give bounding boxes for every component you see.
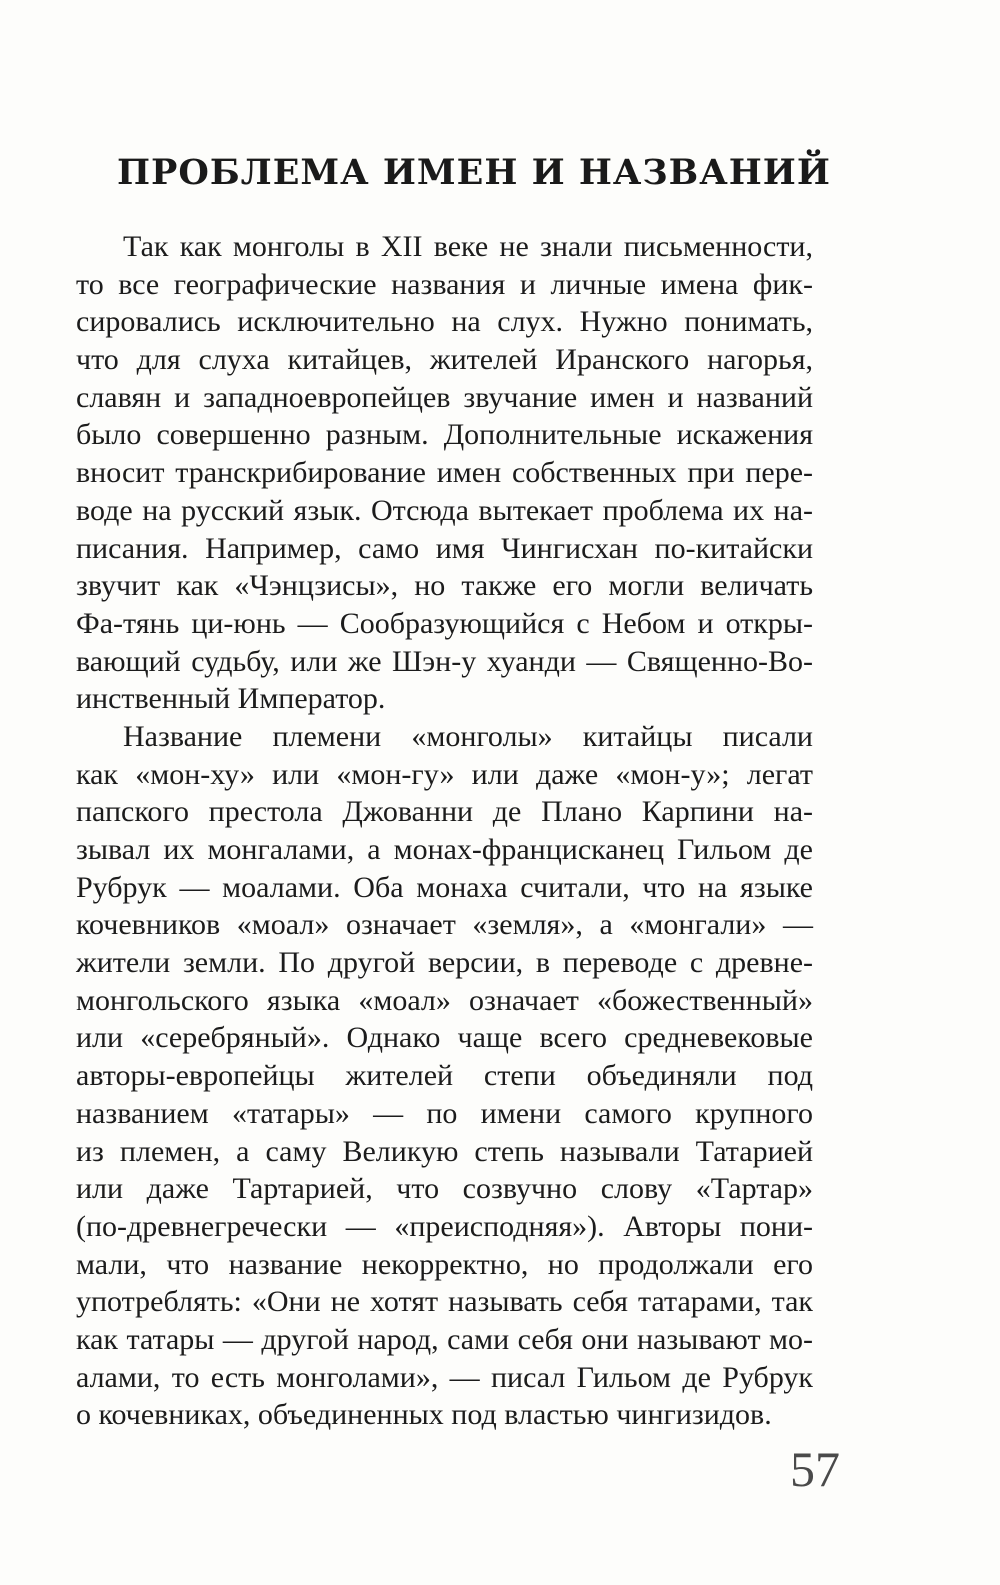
text-line: воде на русский язык. Отсюда вытекает проблема их на-: [76, 493, 813, 527]
text-line: Фа-тянь ци-юнь — Сообразующийся с Небом и откры-: [76, 606, 813, 640]
text-line: Так как монголы в XII веке не знали письменности,: [123, 230, 813, 263]
text-line: мали, что название некорректно, но продолжали его: [76, 1247, 813, 1281]
text-line: монгольского языка «моал» означает «божественный»: [76, 983, 813, 1017]
text-line: как татары — другой народ, сами себя они называют мо-: [76, 1322, 813, 1356]
text-line: кочевников «моал» означает «земля», а «монгали» —: [76, 908, 813, 942]
text-line: было совершенно разным. Дополнительные искажения: [76, 418, 813, 452]
text-line: как «мон-ху» или «мон-гу» или даже «мон-у»; легат: [76, 757, 813, 791]
page-number: 57: [790, 1441, 840, 1497]
text-line: папского престола Джованни де Плано Карпини на-: [76, 795, 813, 829]
text-line: жители земли. По другой версии, в переводе с древне-: [76, 946, 813, 980]
text-line: сировались исключительно на слух. Нужно понимать,: [76, 305, 813, 339]
text-line: или «серебряный». Однако чаще всего средневековые: [76, 1021, 813, 1055]
text-line: зывал их монгалами, а монах-францисканец Гильом де: [76, 833, 813, 866]
text-line: то все географические названия и личные имена фик-: [76, 267, 813, 301]
text-line: Рубрук — моалами. Оба монаха считали, что на языке: [76, 870, 813, 904]
text-line: названием «татары» — по имени самого крупного: [76, 1096, 813, 1130]
body-text: [76, 228, 813, 1434]
text-line: о кочевниках, объединенных под властью чингизидов.: [76, 1398, 772, 1432]
text-line: писания. Например, само имя Чингисхан по-китайски: [76, 531, 813, 565]
text-line: употреблять: «Они не хотят называть себя татарами, так: [76, 1285, 813, 1319]
text-line: (по-древнегречески — «преисподняя»). Авторы пони-: [76, 1209, 813, 1243]
text-line: из племен, а саму Великую степь называли Татарией: [76, 1134, 813, 1168]
paragraph-2: [76, 718, 813, 1434]
text-line: Название племени «монголы» китайцы писали: [123, 719, 813, 753]
text-line: или даже Тартарией, что созвучно слову «Тартар»: [76, 1172, 813, 1206]
text-line: инственный Император.: [76, 682, 386, 716]
paragraph-1: [76, 228, 813, 718]
chapter-heading: ПРОБЛЕМА ИМЕН И НАЗВАНИЙ: [117, 152, 831, 193]
text-line: вающий судьбу, или же Шэн-у хуанди — Священно-Во-: [76, 644, 813, 678]
text-line: авторы-европейцы жителей степи объединяли под: [76, 1059, 813, 1093]
text-line: звучит как «Чэнцзисы», но также его могли величать: [76, 569, 813, 603]
text-line: алами, то есть монголами», — писал Гильом де Рубрук: [76, 1360, 813, 1394]
text-line: вносит транскрибирование имен собственных при пере-: [76, 456, 813, 490]
text-line: что для слуха китайцев, жителей Иранского нагорья,: [76, 343, 813, 377]
text-line: славян и западноевропейцев звучание имен и названий: [76, 380, 813, 414]
